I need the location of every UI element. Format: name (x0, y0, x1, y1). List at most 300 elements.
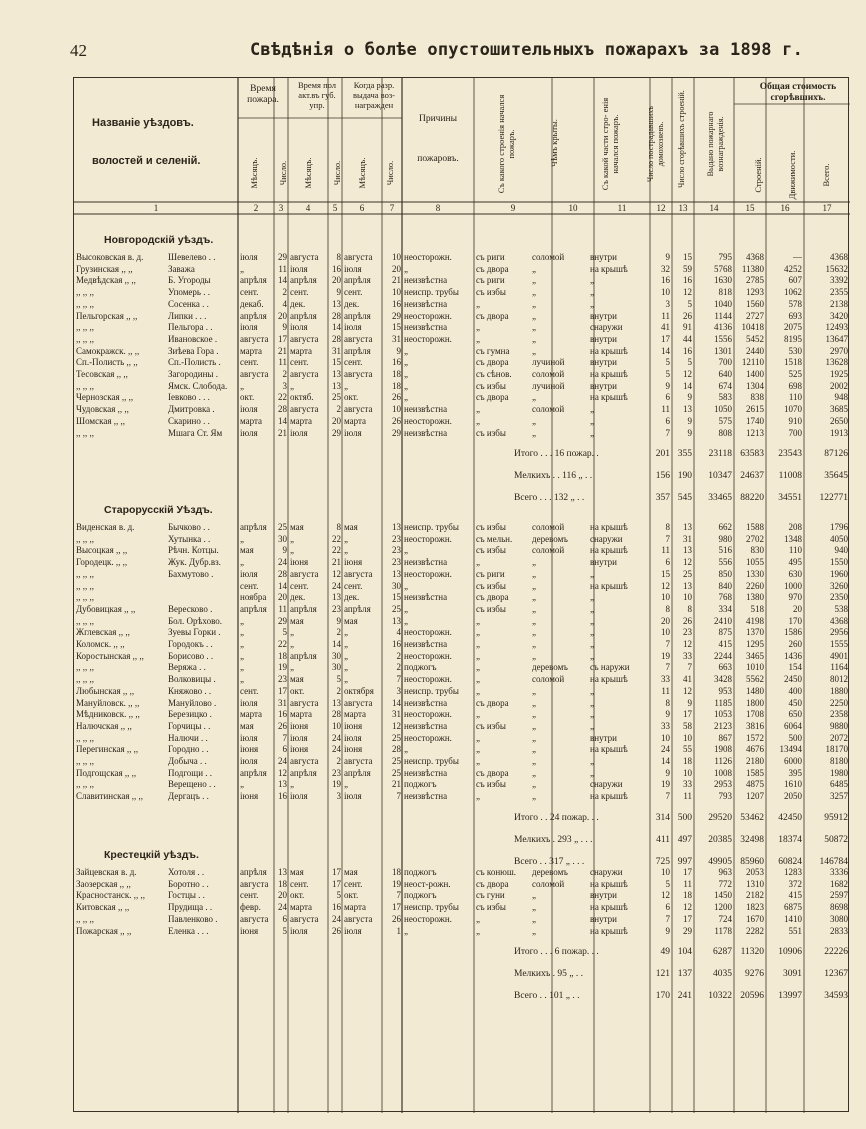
row-cost-total: 4050 (830, 533, 848, 544)
row-building: съ двора (476, 263, 509, 274)
row-day-fire: 18 (278, 878, 287, 889)
row-compensation: 1050 (714, 404, 732, 415)
row-buildings-burned: 5 (687, 357, 692, 368)
row-compensation: 867 (718, 732, 732, 743)
row-day-award: 4 (396, 627, 401, 638)
row-month-award: мая (344, 522, 358, 532)
row-compensation: 5768 (714, 263, 732, 274)
row-month-act: іюля (290, 791, 308, 802)
row-volost: ,, ,, ,, (76, 732, 94, 743)
row-building: „ (476, 756, 480, 766)
row-part: „ (590, 685, 594, 696)
row-month-fire: августа (240, 333, 269, 344)
row-day-act: 16 (332, 902, 341, 913)
row-village: Дергацъ . . (168, 791, 209, 802)
row-cause: „ (404, 744, 408, 755)
header-chem-kryty: Чѣмъ крыты. (549, 119, 559, 167)
row-cause: поджогъ (404, 779, 437, 790)
row-buildings-burned: 58 (683, 720, 692, 731)
row-cost-total: 2250 (830, 697, 848, 708)
column-number: 7 (389, 203, 395, 213)
row-day-award: 26 (392, 913, 401, 924)
row-village: Упомерь . . (168, 287, 211, 298)
row-part: „ (590, 697, 594, 708)
row-month-act: апрѣля (290, 767, 317, 778)
row-cost-movables: 2050 (784, 791, 802, 802)
row-day-act: 26 (332, 925, 341, 936)
row-day-fire: 25 (278, 522, 287, 532)
row-households: 9 (665, 925, 670, 936)
row-volost: ,, ,, ,, (76, 287, 94, 298)
row-day-fire: 11 (278, 263, 287, 274)
row-cost-total: 8698 (830, 902, 848, 913)
row-month-award: іюня (344, 720, 363, 731)
row-part: внутри (590, 913, 617, 924)
row-day-award: 25 (392, 732, 401, 743)
row-day-award: 29 (392, 427, 401, 438)
row-cause: неизвѣстна (404, 592, 448, 603)
row-day-act: 14 (332, 322, 341, 333)
row-month-fire: апрѣля (240, 310, 267, 321)
row-volost: ,, ,, ,, (76, 322, 94, 333)
row-roof: „ (532, 890, 536, 901)
row-volost: Налючская ,, ,, (76, 720, 132, 731)
row-compensation: 334 (718, 603, 732, 614)
header-obshchaya: Общая стоимость сгорѣвшихъ. (759, 82, 837, 103)
row-month-award: марта (344, 902, 367, 913)
row-day-fire: 24 (278, 557, 287, 568)
totals-cost-total: 35645 (824, 471, 848, 482)
row-households: 10 (661, 627, 670, 638)
row-volost: Красностанск. ,, ,, (76, 890, 145, 901)
row-day-fire: 20 (278, 890, 287, 901)
row-day-fire: 23 (278, 674, 287, 685)
row-month-fire: „ (240, 674, 244, 685)
row-month-award: апрѣля (344, 345, 371, 356)
row-compensation: 4136 (714, 322, 732, 333)
row-day-fire: 14 (278, 580, 287, 591)
row-month-award: марта (344, 709, 367, 720)
row-roof: деревомъ (532, 867, 568, 877)
column-number: 14 (709, 203, 719, 213)
row-month-act: октяб. (290, 392, 314, 403)
row-month-award: іюля (344, 732, 362, 743)
row-households: 7 (665, 639, 670, 649)
row-month-award: дек. (344, 298, 360, 309)
row-cost-movables: 2075 (784, 322, 802, 333)
row-cost-movables: 400 (788, 685, 802, 696)
row-volost: Грузинская ,, ,, (76, 263, 133, 274)
row-cost-total: 1960 (830, 568, 848, 579)
row-cost-total: 1682 (830, 878, 848, 889)
row-cost-movables: 1410 (784, 913, 802, 924)
totals-cost-movables: 18374 (778, 834, 802, 845)
row-building: „ (476, 557, 480, 568)
row-cause: неосторожн. (404, 627, 452, 638)
row-day-fire: 11 (278, 357, 287, 368)
row-compensation: 768 (718, 592, 732, 603)
row-village: Вересково . (168, 603, 213, 614)
row-village: Ивановское . (168, 333, 218, 344)
row-part: „ (590, 427, 594, 438)
totals-households: 156 (655, 471, 670, 482)
row-cost-total: 3080 (830, 913, 848, 924)
row-cause: неизвѣстна (404, 322, 448, 333)
row-buildings-burned: 11 (683, 878, 692, 889)
row-compensation: 2123 (714, 720, 732, 731)
row-cost-buildings: 1560 (746, 298, 764, 309)
totals-households: 170 (655, 991, 670, 1002)
row-month-award: сент. (344, 357, 363, 368)
row-village: Волковицы . (168, 674, 216, 685)
row-month-fire: окт. (240, 392, 255, 403)
row-building: съ риги (476, 568, 505, 579)
row-roof: соломой (532, 522, 565, 532)
row-building: съ избы (476, 287, 506, 298)
header-name-1: Названіе уѣздовъ. (92, 117, 194, 129)
totals-compensation: 6287 (713, 947, 732, 958)
row-compensation: 575 (718, 415, 732, 426)
row-volost: Чудовская ,, ,, (76, 404, 129, 415)
row-cause: поджогъ (404, 890, 437, 901)
row-cause: неизвѣстна (404, 639, 448, 649)
row-day-fire: 28 (278, 568, 287, 579)
row-households: 3 (665, 298, 670, 309)
row-cost-buildings: 2180 (746, 756, 764, 766)
totals-compensation: 29520 (708, 812, 732, 823)
row-building: „ (476, 404, 480, 415)
page-title: Свѣдѣнія о болѣе опустошительныхъ пожарахъ за 1898 г. (250, 40, 804, 60)
row-day-award: 9 (396, 345, 401, 356)
row-village: Мануйлово . (168, 697, 217, 708)
row-buildings-burned: 14 (683, 380, 692, 391)
row-month-award: „ (344, 545, 348, 556)
row-cost-movables: 372 (788, 878, 802, 889)
row-day-fire: 17 (278, 333, 287, 344)
row-volost: Перегинская ,, ,, (76, 744, 139, 755)
row-month-fire: августа (240, 878, 269, 889)
row-day-award: 16 (392, 298, 401, 309)
row-day-award: 18 (392, 380, 401, 391)
totals-cost-movables: 42450 (778, 812, 802, 823)
row-households: 17 (661, 333, 670, 344)
row-day-award: 16 (392, 639, 401, 649)
column-number: 1 (153, 203, 159, 213)
row-roof: „ (532, 697, 536, 708)
row-roof: „ (532, 603, 536, 614)
totals-cost-buildings: 32498 (740, 834, 764, 845)
row-month-act: сент. (290, 287, 309, 298)
row-cost-total: 6485 (830, 779, 848, 790)
totals-buildings: 137 (677, 969, 692, 980)
row-building: съ двора (476, 697, 509, 708)
row-households: 33 (661, 674, 670, 685)
row-part: на крышѣ (590, 545, 628, 556)
row-day-fire: 22 (278, 639, 287, 649)
totals-cost-total: 22226 (824, 947, 848, 958)
row-month-act: сент. (290, 878, 309, 889)
row-compensation: 1630 (714, 275, 732, 286)
row-compensation: 700 (718, 357, 732, 368)
row-buildings-burned: 29 (683, 925, 692, 936)
row-cost-movables: 698 (788, 380, 802, 391)
row-month-act: августа (290, 913, 319, 924)
row-month-award: іюля (344, 925, 362, 936)
row-roof: „ (532, 709, 536, 720)
row-buildings-burned: 11 (683, 791, 692, 802)
row-month-act: „ (290, 779, 294, 790)
row-roof: „ (532, 568, 536, 579)
row-cost-buildings: 1823 (746, 902, 764, 913)
row-day-act: 17 (332, 867, 341, 877)
row-cause: неизвѣстна (404, 557, 448, 568)
row-day-award: 7 (396, 890, 401, 901)
row-part: внутри (590, 252, 617, 262)
row-volost: Коломск. ,, ,, (76, 639, 125, 649)
row-volost: Жглевская ,, ,, (76, 627, 130, 638)
row-compensation: 1040 (714, 298, 732, 309)
row-buildings-burned: 10 (683, 732, 692, 743)
row-month-award: іюля (344, 791, 362, 802)
row-part: „ (590, 767, 594, 778)
row-buildings-burned: 13 (683, 580, 692, 591)
row-cause: неосторожн. (404, 415, 452, 426)
row-buildings-burned: 33 (683, 779, 692, 790)
row-cost-buildings: 1670 (746, 913, 764, 924)
row-month-fire: „ (240, 263, 244, 274)
row-building: съ двора (476, 878, 509, 889)
row-day-fire: 21 (278, 345, 287, 356)
row-day-act: 29 (332, 427, 341, 438)
row-compensation: 2410 (714, 615, 732, 626)
row-compensation: 793 (718, 791, 732, 802)
row-roof: „ (532, 557, 536, 568)
totals-buildings: 500 (677, 812, 692, 823)
row-month-fire: іюля (240, 252, 258, 262)
row-cause: неиспр. трубы (404, 902, 459, 913)
row-village: Борисово . . (168, 650, 214, 661)
row-cause: „ (404, 345, 408, 356)
row-households: 9 (665, 767, 670, 778)
column-number: 13 (678, 203, 688, 213)
row-buildings-burned: 13 (683, 404, 692, 415)
row-roof: соломой (532, 404, 565, 415)
row-buildings-burned: 18 (683, 890, 692, 901)
row-households: 11 (661, 545, 670, 556)
row-cost-movables: 578 (788, 298, 802, 309)
row-month-act: августа (290, 369, 319, 379)
row-day-award: 7 (396, 674, 401, 685)
row-month-fire: іюня (240, 925, 259, 936)
row-month-act: августа (290, 756, 319, 766)
row-compensation: 772 (718, 878, 732, 889)
row-month-award: мая (344, 867, 358, 877)
row-cost-buildings: 1588 (746, 522, 764, 532)
totals-buildings: 355 (677, 449, 692, 460)
row-building: съ двора (476, 357, 509, 368)
row-day-award: 14 (392, 697, 401, 708)
row-building: съ избы (476, 580, 506, 591)
row-month-award: „ (344, 650, 348, 661)
row-village: Рѣчн. Котцы. (168, 545, 219, 556)
header-day-2: Число. (332, 160, 342, 186)
row-buildings-burned: 41 (683, 674, 692, 685)
row-compensation: 516 (718, 545, 732, 556)
row-compensation: 980 (718, 533, 732, 544)
row-day-act: 24 (332, 732, 341, 743)
totals-households: 49 (660, 947, 670, 958)
row-month-award: „ (344, 627, 348, 638)
row-day-award: 29 (392, 310, 401, 321)
row-cost-total: 1550 (830, 557, 848, 568)
row-month-act: августа (290, 568, 319, 579)
totals-households: 314 (655, 812, 670, 823)
row-day-act: 21 (332, 557, 341, 568)
row-month-fire: марта (240, 345, 263, 356)
row-cause: неиспр. трубы (404, 756, 459, 766)
row-roof: деревомъ (532, 533, 568, 544)
row-cost-buildings: 4368 (746, 252, 764, 262)
row-part: „ (590, 650, 594, 661)
totals-cost-buildings: 53462 (740, 812, 764, 823)
totals-cost-movables: 3091 (783, 969, 802, 980)
row-month-award: сент. (344, 580, 363, 591)
row-households: 5 (665, 369, 670, 379)
row-month-award: октября (344, 685, 374, 696)
row-cause: „ (404, 615, 408, 626)
row-village: Дмитровка . (168, 404, 215, 415)
row-compensation: 1185 (714, 697, 732, 708)
row-day-award: 26 (392, 392, 401, 403)
row-part: внутри (590, 557, 617, 568)
row-cause: „ (404, 545, 408, 556)
row-day-fire: 20 (278, 310, 287, 321)
row-day-fire: 28 (278, 404, 287, 415)
row-day-act: 2 (336, 404, 341, 415)
row-households: 19 (661, 650, 670, 661)
row-cost-movables: 910 (788, 415, 802, 426)
row-cost-buildings: 1585 (746, 767, 764, 778)
column-number: 11 (617, 203, 627, 213)
row-building: „ (476, 415, 480, 426)
row-households: 6 (665, 392, 670, 403)
row-day-fire: 3 (282, 380, 287, 391)
row-day-award: 26 (392, 415, 401, 426)
row-cost-movables: 170 (788, 615, 802, 626)
row-households: 9 (665, 380, 670, 391)
row-part: „ (590, 568, 594, 579)
header-vremya: Время пожара. (247, 84, 279, 105)
row-cost-buildings: 5452 (746, 333, 764, 344)
row-part: „ (590, 756, 594, 766)
row-cost-buildings: 1010 (746, 662, 764, 673)
row-cost-buildings: 518 (750, 603, 764, 614)
row-part: „ (590, 592, 594, 603)
totals-cost-buildings: 9276 (745, 969, 764, 980)
totals-cost-total: 95912 (824, 812, 848, 823)
row-roof: „ (532, 298, 536, 309)
row-month-award: августа (344, 404, 373, 415)
row-cost-total: 12493 (825, 322, 848, 333)
row-compensation: 840 (718, 580, 732, 591)
row-cost-movables: 1436 (784, 650, 802, 661)
row-roof: „ (532, 756, 536, 766)
row-buildings-burned: 7 (687, 662, 692, 673)
row-day-award: 10 (392, 287, 401, 298)
row-cost-buildings: 4198 (746, 615, 764, 626)
row-cost-total: 1555 (830, 639, 848, 649)
row-cost-movables: 1610 (784, 779, 802, 790)
row-part: „ (590, 404, 594, 415)
row-buildings-burned: 44 (683, 333, 692, 344)
row-households: 12 (661, 890, 670, 901)
totals-label: Всего . . 317 „ . . . (514, 856, 585, 867)
row-building: „ (476, 650, 480, 661)
fire-statistics-table (73, 77, 849, 1112)
row-buildings-burned: 9 (687, 415, 692, 426)
row-day-fire: 20 (278, 592, 287, 603)
row-cost-total: 3260 (830, 580, 848, 591)
row-day-fire: 4 (282, 298, 287, 309)
row-building: „ (476, 322, 480, 333)
header-vremya-pol: Время пол акт.въ губ. упр. (297, 80, 337, 110)
row-day-fire: 11 (278, 603, 287, 614)
row-buildings-burned: 55 (683, 744, 692, 755)
row-day-fire: 13 (278, 779, 287, 790)
totals-cost-movables: 11008 (778, 471, 802, 482)
row-building: „ (476, 298, 480, 309)
column-number: 5 (332, 203, 338, 213)
row-month-award: августа (344, 369, 373, 379)
row-month-act: дек. (290, 592, 306, 603)
row-part: внутри (590, 333, 617, 344)
row-compensation: 662 (718, 522, 732, 532)
row-building: съ двора (476, 767, 509, 778)
row-roof: „ (532, 263, 536, 274)
row-month-act: сент. (290, 357, 309, 368)
row-roof: „ (532, 415, 536, 426)
row-cost-total: 2350 (830, 592, 848, 603)
page-header (0, 38, 866, 68)
row-cause: неиспр. трубы (404, 522, 459, 532)
row-day-act: 30 (332, 662, 341, 673)
row-buildings-burned: 31 (683, 533, 692, 544)
section-title: Крестецкій уѣздъ. (104, 849, 199, 861)
row-volost: ,, ,, ,, (76, 427, 94, 438)
totals-label: Мелкихъ . 95 „ . . (514, 969, 583, 980)
row-compensation: 724 (718, 913, 732, 924)
totals-cost-movables: 13997 (778, 991, 802, 1002)
row-building: „ (476, 627, 480, 638)
row-day-fire: 9 (282, 545, 287, 556)
row-day-fire: 12 (278, 767, 287, 778)
row-volost: Высоковская в. д. (76, 252, 144, 262)
row-part: внутри (590, 380, 617, 391)
row-cost-buildings: 1572 (746, 732, 764, 743)
row-month-act: „ (290, 639, 294, 649)
row-cost-buildings: 2053 (746, 867, 764, 877)
row-cost-buildings: 1708 (746, 709, 764, 720)
row-buildings-burned: 10 (683, 592, 692, 603)
row-village: Бычково . . (168, 522, 210, 532)
row-village: Подгощи . . (168, 767, 213, 778)
row-cost-movables: 6875 (784, 902, 802, 913)
row-month-act: „ (290, 380, 294, 391)
row-month-act: августа (290, 697, 319, 708)
row-day-act: 20 (332, 415, 341, 426)
totals-buildings: 997 (677, 856, 692, 867)
row-cost-buildings: 1295 (746, 639, 764, 649)
